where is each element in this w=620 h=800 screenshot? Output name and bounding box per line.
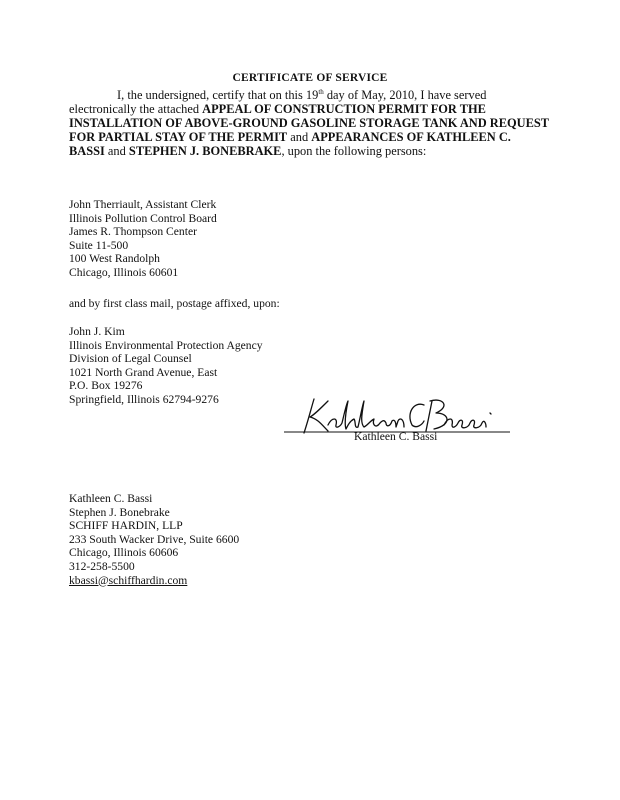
address-line: Illinois Environmental Protection Agency — [69, 338, 263, 352]
recipient-epa-address — [69, 325, 263, 407]
sender-line: Kathleen C. Bassi — [69, 492, 153, 505]
address-line: Springfield, Illinois 62794-9276 — [69, 392, 219, 406]
intro-text-3: and — [287, 130, 312, 144]
address-line: John J. Kim — [69, 325, 125, 338]
intro-ordinal: th — [318, 87, 324, 96]
address-line: P.O. Box 19276 — [69, 379, 143, 393]
recipient-clerk-address — [69, 198, 217, 280]
sender-address — [69, 492, 239, 587]
signature-printed-name: Kathleen C. Bassi — [354, 430, 438, 443]
signature-block — [284, 395, 510, 445]
address-line: 1021 North Grand Avenue, East — [69, 365, 218, 379]
sender-line: SCHIFF HARDIN, LLP — [69, 519, 183, 533]
sender-line: 233 South Wacker Drive, Suite 6600 — [69, 532, 240, 546]
address-line: Illinois Pollution Control Board — [69, 211, 217, 225]
address-line: Division of Legal Counsel — [69, 352, 192, 366]
intro-bold-document: APPEAL OF CONSTRUCTION PERMIT FOR THE INSTALLATION OF ABOVE-GROUND GASOLINE STORAGE TANK AND REQUEST FOR PARTIAL STAY OF THE PERMIT — [69, 102, 549, 144]
handwritten-signature — [284, 395, 510, 435]
mail-service-line: and by first class mail, postage affixed, upon: — [69, 297, 280, 310]
sender-line: 312-258-5500 — [69, 559, 135, 573]
address-line: James R. Thompson Center — [69, 225, 197, 239]
address-line: 100 West Randolph — [69, 252, 160, 266]
intro-text-5: , upon the following persons: — [281, 144, 427, 158]
intro-text-1: I, the undersigned, certify that on this 19 — [117, 88, 319, 102]
sender-line: Stephen J. Bonebrake — [69, 505, 170, 519]
intro-text-2: day of May, 2010, I have served electronically the attached — [69, 88, 487, 116]
intro-bold-bonebrake: STEPHEN J. BONEBRAKE — [128, 144, 282, 158]
address-line: Chicago, Illinois 60601 — [69, 265, 179, 279]
sender-line: Chicago, Illinois 60606 — [69, 546, 179, 560]
intro-text-4: and — [104, 144, 129, 158]
sender-email-link[interactable]: kbassi@schiffhardin.com — [69, 573, 188, 587]
address-line: Suite 11-500 — [69, 238, 129, 252]
document-title: CERTIFICATE OF SERVICE — [232, 72, 388, 84]
intro-paragraph — [69, 88, 549, 158]
intro-bold-appearance: APPEARANCES OF KATHLEEN C. BASSI — [69, 130, 511, 158]
address-line: John Therriault, Assistant Clerk — [69, 198, 217, 211]
